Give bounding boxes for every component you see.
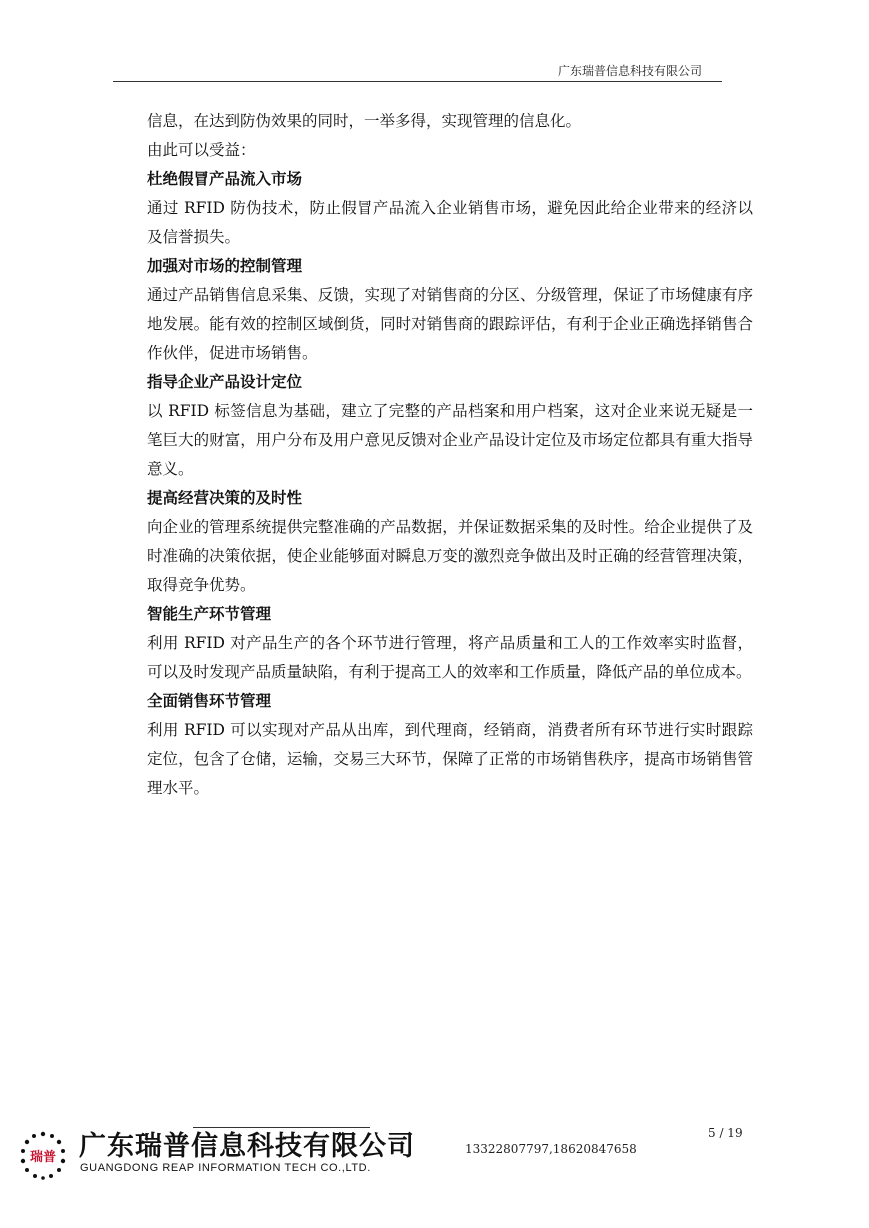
- document-body: [147, 107, 753, 803]
- section-title: 加强对市场的控制管理: [147, 257, 303, 275]
- section-title: 指导企业产品设计定位: [147, 373, 303, 391]
- section-text: 利用 RFID 对产品生产的各个环节进行管理，将产品质量和工人的工作效率实时监督，可以及时发现产品质量缺陷，有利于提高工人的效率和工作质量，降低产品的单位成本。: [147, 634, 753, 681]
- section-title: 提高经营决策的及时性: [147, 489, 303, 507]
- logo-mark-icon: [15, 1130, 71, 1180]
- section-text: 向企业的管理系统提供完整准确的产品数据，并保证数据采集的及时性。给企业提供了及时准确的决策依据，使企业能够面对瞬息万变的激烈竞争做出及时正确的经营管理决策，取得竞争优势。: [147, 518, 753, 594]
- contact-phones: 13322807797,18620847658: [465, 1142, 637, 1156]
- section-text: 通过 RFID 防伪技术，防止假冒产品流入企业销售市场，避免因此给企业带来的经济以及信誉损失。: [147, 199, 753, 246]
- section-title: 智能生产环节管理: [147, 605, 272, 623]
- header-company-name: 广东瑞普信息科技有限公司: [557, 64, 702, 78]
- section-title: 全面销售环节管理: [147, 692, 272, 710]
- section-text: 以 RFID 标签信息为基础，建立了完整的产品档案和用户档案，这对企业来说无疑是一笔巨大的财富，用户分布及用户意见反馈对企业产品设计定位及市场定位都具有重大指导意义。: [147, 402, 753, 478]
- benefits-lead: 由此可以受益：: [147, 141, 256, 159]
- logo-company-name-cn: 广东瑞普信息科技有限公司: [79, 1131, 415, 1162]
- logo-company-name-en: GUANGDONG REAP INFORMATION TECH CO.,LTD.: [80, 1162, 371, 1174]
- intro-continuation: 信息，在达到防伪效果的同时，一举多得，实现管理的信息化。: [147, 112, 582, 130]
- company-logo: [15, 1130, 415, 1180]
- page-number: 5 / 19: [708, 1126, 743, 1140]
- section-text: 利用 RFID 可以实现对产品从出库，到代理商，经销商，消费者所有环节进行实时跟踪定位，包含了仓储，运输，交易三大环节，保障了正常的市场销售秩序，提高市场销售管理水平。: [147, 721, 753, 797]
- section-text: 通过产品销售信息采集、反馈，实现了对销售商的分区、分级管理，保证了市场健康有序地发展。能有效的控制区域倒货，同时对销售商的跟踪评估，有利于企业正确选择销售合作伙伴，促进市场销售。: [147, 286, 753, 362]
- section-title: 杜绝假冒产品流入市场: [147, 170, 303, 188]
- header-divider: [113, 81, 722, 82]
- logo-mark-text: 瑞普: [29, 1150, 57, 1165]
- footer-divider: [193, 1127, 370, 1128]
